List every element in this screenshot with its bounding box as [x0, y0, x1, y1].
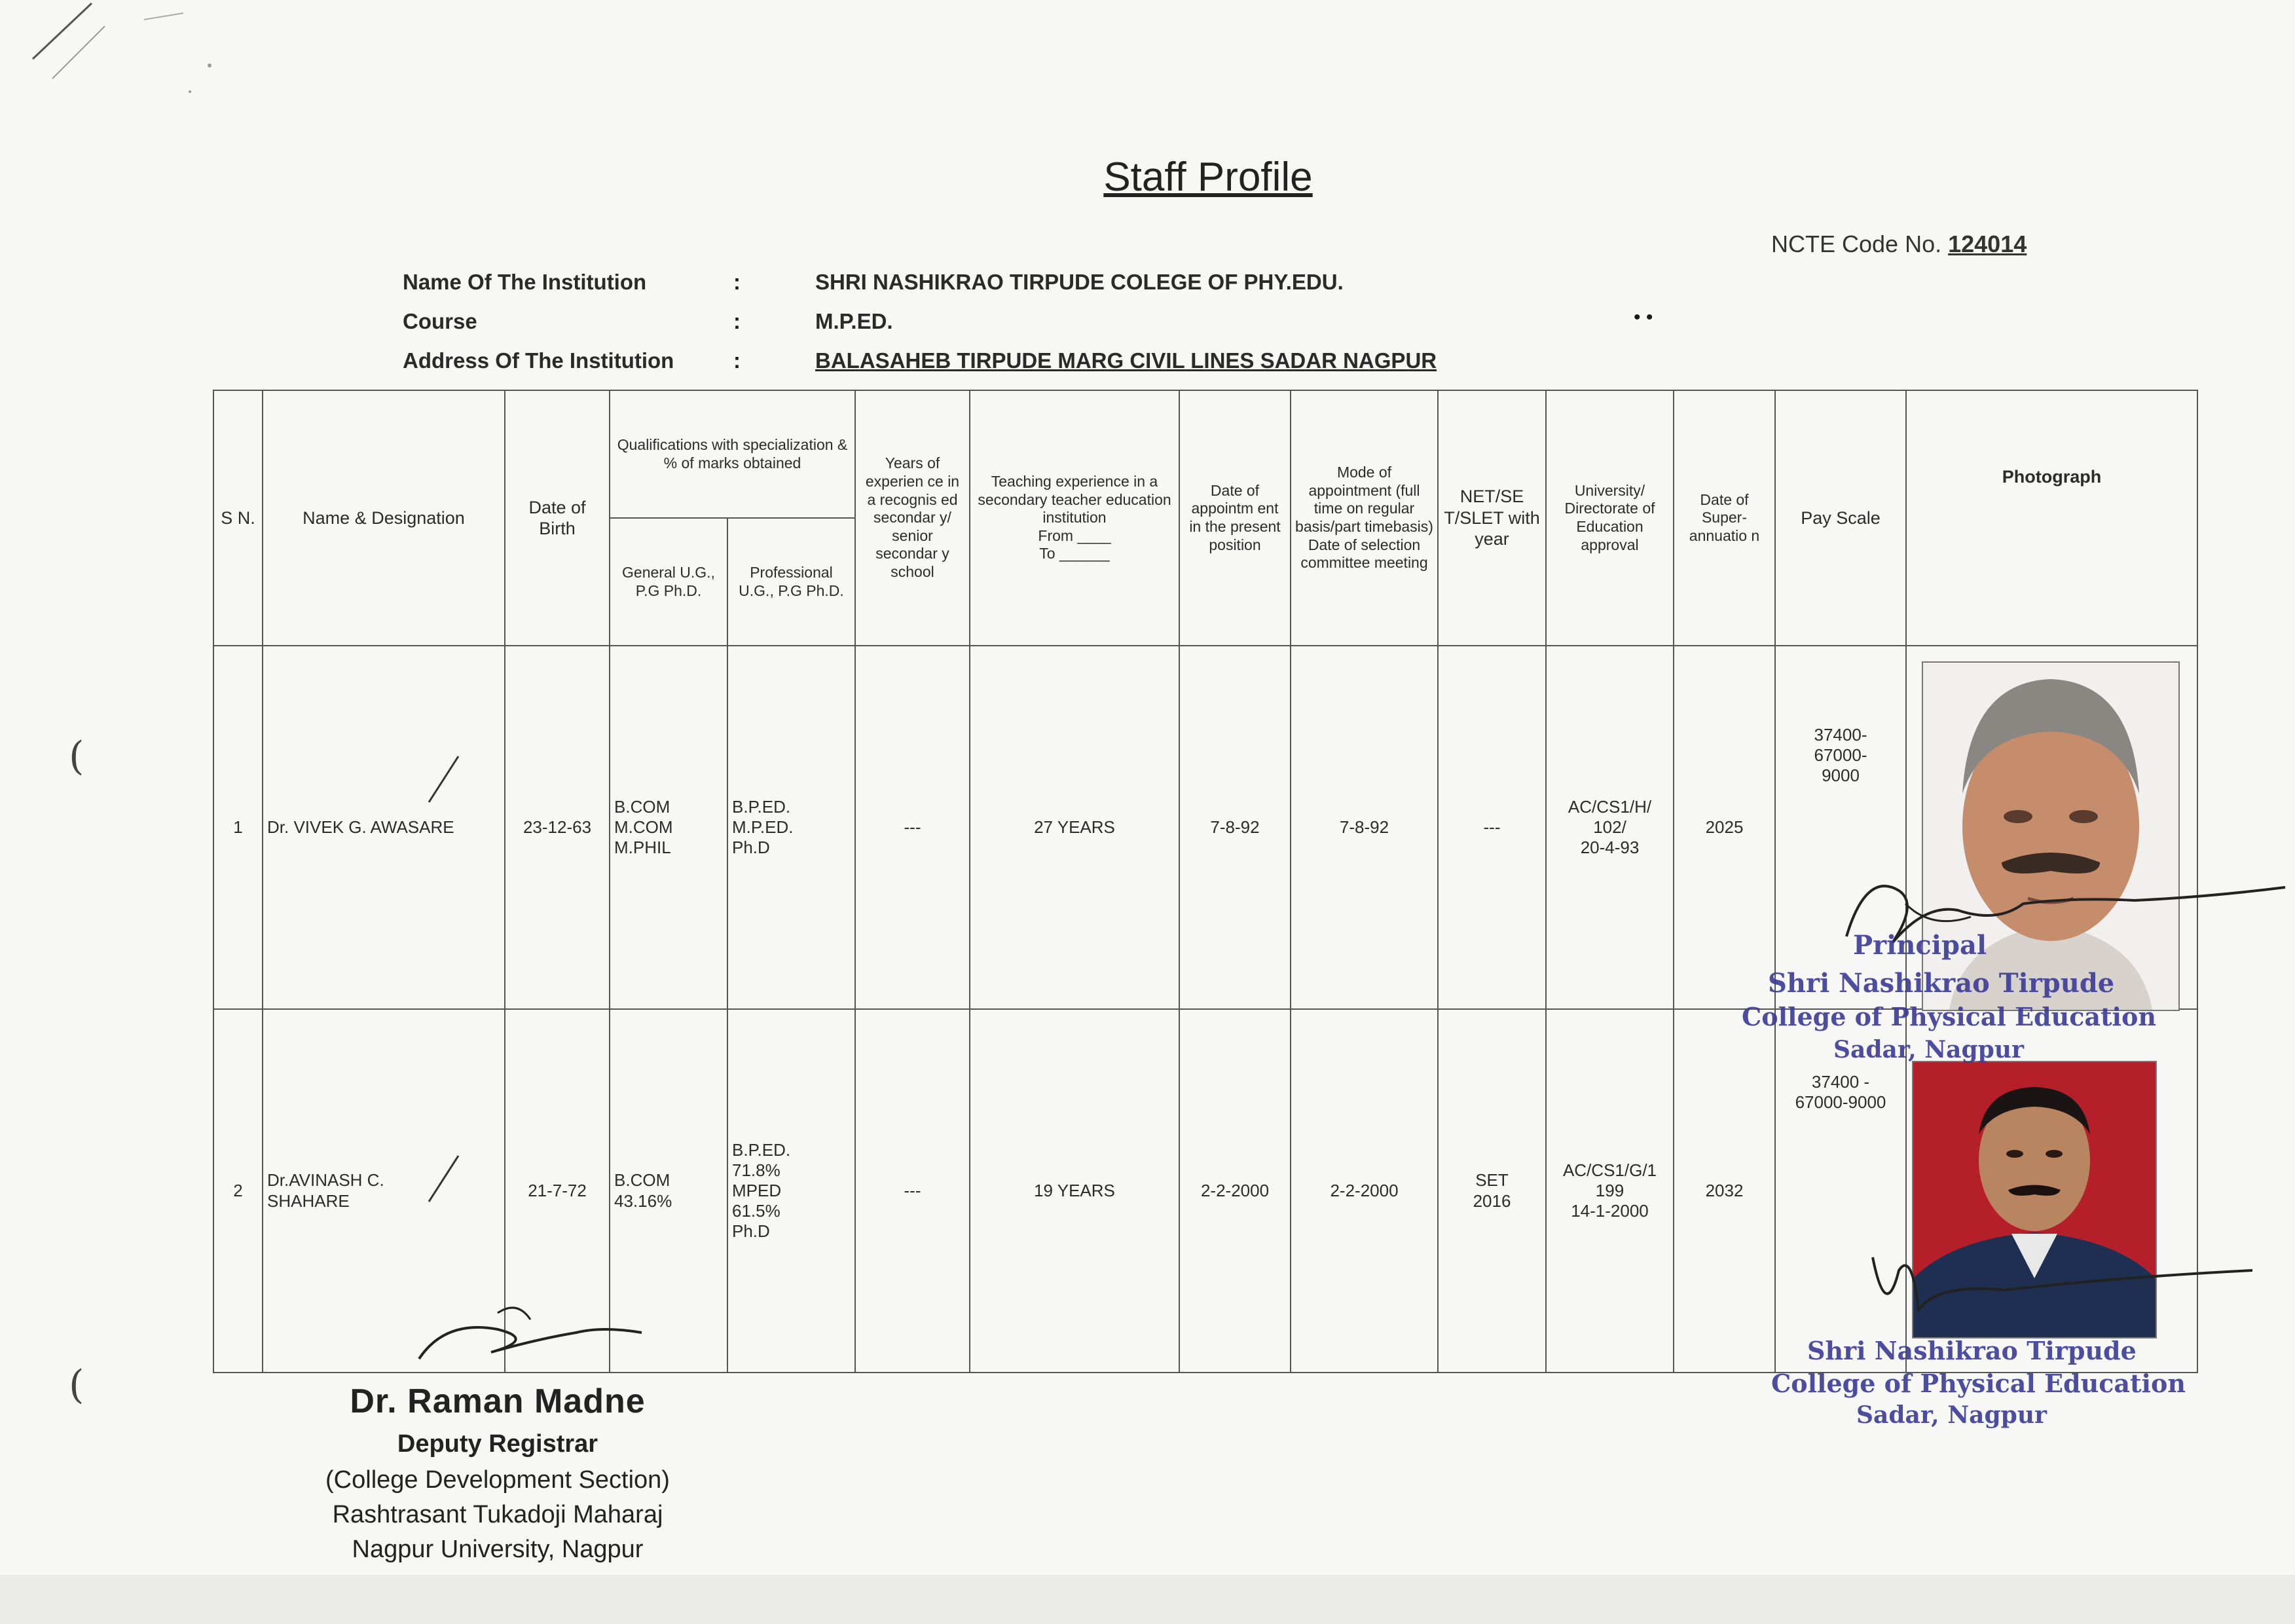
header-sn: S N.	[213, 390, 263, 646]
header-pay-scale: Pay Scale	[1775, 390, 1906, 646]
cell-general	[610, 646, 727, 1009]
cell-years-experience: ---	[855, 646, 970, 1009]
header-photograph: Photograph	[1906, 390, 2197, 646]
stamp-principal-title: Principal	[1853, 930, 1987, 961]
ncte-code-label: NCTE Code No.	[1771, 231, 1942, 257]
header-general: General U.G., P.G Ph.D.	[610, 518, 727, 646]
registrar-name: Dr. Raman Madne	[350, 1382, 646, 1420]
professional-line: B.P.ED.	[732, 1139, 791, 1160]
university-line: 102/	[1593, 817, 1626, 837]
address-value: BALASAHEB TIRPUDE MARG CIVIL LINES SADAR NAGPUR	[815, 348, 1437, 373]
cell-mode-appointment: 7-8-92	[1291, 646, 1438, 1009]
ncte-code-value: 124014	[1948, 231, 2027, 257]
registrar-university: Rashtrasant Tukadoji Maharaj	[332, 1501, 663, 1528]
professional-line: Ph.D	[732, 838, 770, 858]
professional-line: 61.5%	[732, 1201, 780, 1221]
header-years-experience: Years of experien ce in a recognis ed secondar y/ senior secondar y school	[855, 390, 970, 646]
registrar-stamp	[282, 1382, 714, 1564]
general-line: M.COM	[614, 817, 673, 837]
principal-signature-2	[1860, 1244, 2266, 1336]
header-mode-appointment: Mode of appointment (full time on regular basis/part timebasis) Date of selection committee meeting	[1291, 390, 1438, 646]
header-net-set: NET/SE T/SLET with year	[1438, 390, 1546, 646]
cell-net-set	[1438, 1009, 1546, 1373]
header-teaching-from: From ____	[1038, 526, 1111, 544]
header-dob: Date of Birth	[505, 390, 610, 646]
general-line: M.PHIL	[614, 838, 671, 858]
cell-dob: 23-12-63	[505, 646, 610, 1009]
punch-mark-2: (	[69, 1362, 84, 1408]
registrar-designation: Deputy Registrar	[397, 1430, 598, 1458]
professional-line: Ph.D	[732, 1221, 770, 1242]
pay-scale-line: 37400-	[1814, 725, 1867, 745]
professional-line: B.P.ED.	[732, 796, 791, 817]
header-qualifications: Qualifications with specialization & % of marks obtained	[610, 390, 855, 518]
stamp-college-type: College of Physical Education	[1742, 1002, 2156, 1031]
cell-mode-appointment: 2-2-2000	[1291, 1009, 1438, 1373]
stamp-college-name: Shri Nashikrao Tirpude	[1807, 1336, 2137, 1365]
cell-dob: 21-7-72	[505, 1009, 610, 1373]
cell-date-appointment: 7-8-92	[1179, 646, 1291, 1009]
general-line: B.COM	[614, 796, 670, 817]
stamp-location: Sadar, Nagpur	[1833, 1036, 2024, 1063]
pay-scale-line: 37400 -	[1811, 1072, 1870, 1092]
cell-university-approval	[1546, 1009, 1674, 1373]
scan-dots: • •	[1634, 306, 1653, 328]
header-teaching-to: To ______	[1039, 545, 1110, 563]
pay-scale-line: 67000-9000	[1795, 1092, 1886, 1113]
header-name: Name & Designation	[263, 390, 505, 646]
course-label: Course	[403, 309, 477, 333]
address-label: Address Of The Institution	[403, 348, 674, 373]
header-teaching-experience	[970, 390, 1179, 646]
cell-superannuation: 2032	[1674, 1009, 1775, 1373]
scan-bottom-shade	[0, 1575, 2295, 1624]
colon: :	[733, 348, 741, 373]
course-value: M.P.ED.	[815, 309, 893, 333]
general-line: B.COM	[614, 1170, 670, 1190]
header-teaching-label: Teaching experience in a secondary teacher education institution	[978, 473, 1171, 526]
header-superannuation: Date of Super- annuatio n	[1674, 390, 1775, 646]
stamp-location: Sadar, Nagpur	[1856, 1401, 2047, 1429]
scan-marks	[13, 0, 249, 131]
page-title: Staff Profile	[1103, 155, 1313, 200]
registrar-signature	[406, 1293, 655, 1372]
colon: :	[733, 309, 741, 333]
header-professional: Professional U.G., P.G Ph.D.	[727, 518, 855, 646]
cell-net-set: ---	[1438, 646, 1546, 1009]
header-university-approval: University/ Directorate of Education approval	[1546, 390, 1674, 646]
registrar-section: (College Development Section)	[325, 1466, 670, 1494]
net-line: SET	[1475, 1170, 1509, 1190]
stamp-college-name: Shri Nashikrao Tirpude	[1768, 968, 2115, 999]
cell-name: Dr. VIVEK G. AWASARE	[263, 646, 505, 1009]
university-line: 20-4-93	[1580, 838, 1640, 858]
cell-teaching-experience: 19 YEARS	[970, 1009, 1179, 1373]
cell-university-approval	[1546, 646, 1674, 1009]
institution-name-label: Name Of The Institution	[403, 270, 647, 294]
tick-mark-1	[419, 753, 471, 805]
net-line: 2016	[1473, 1190, 1511, 1211]
institution-name-value: SHRI NASHIKRAO TIRPUDE COLEGE OF PHY.EDU.	[815, 270, 1344, 294]
general-line: 43.16%	[614, 1190, 672, 1211]
name-line: SHAHARE	[267, 1190, 350, 1211]
colon: :	[733, 270, 741, 294]
cell-date-appointment: 2-2-2000	[1179, 1009, 1291, 1373]
stamp-college-type: College of Physical Education	[1771, 1369, 2186, 1398]
header-date-appointment: Date of appointm ent in the present position	[1179, 390, 1291, 646]
pay-scale-line: 9000	[1822, 766, 1860, 786]
cell-years-experience: ---	[855, 1009, 970, 1373]
university-line: AC/CS1/H/	[1568, 796, 1652, 817]
cell-teaching-experience: 27 YEARS	[970, 646, 1179, 1009]
cell-sn: 1	[213, 646, 263, 1009]
punch-mark-1: (	[69, 733, 84, 779]
university-line: AC/CS1/G/1	[1562, 1160, 1657, 1180]
ncte-code	[1771, 231, 2027, 258]
university-line: 199	[1595, 1180, 1625, 1200]
cell-professional	[727, 1009, 855, 1373]
name-line: Dr.AVINASH C.	[267, 1170, 384, 1190]
professional-line: 71.8%	[732, 1160, 780, 1180]
cell-sn: 2	[213, 1009, 263, 1373]
tick-mark-2	[419, 1153, 471, 1205]
registrar-city: Nagpur University, Nagpur	[352, 1536, 644, 1563]
cell-superannuation: 2025	[1674, 646, 1775, 1009]
pay-scale-line: 67000-	[1814, 745, 1867, 766]
university-line: 14-1-2000	[1571, 1201, 1649, 1221]
cell-professional	[727, 646, 855, 1009]
professional-line: MPED	[732, 1180, 782, 1200]
professional-line: M.P.ED.	[732, 817, 794, 837]
